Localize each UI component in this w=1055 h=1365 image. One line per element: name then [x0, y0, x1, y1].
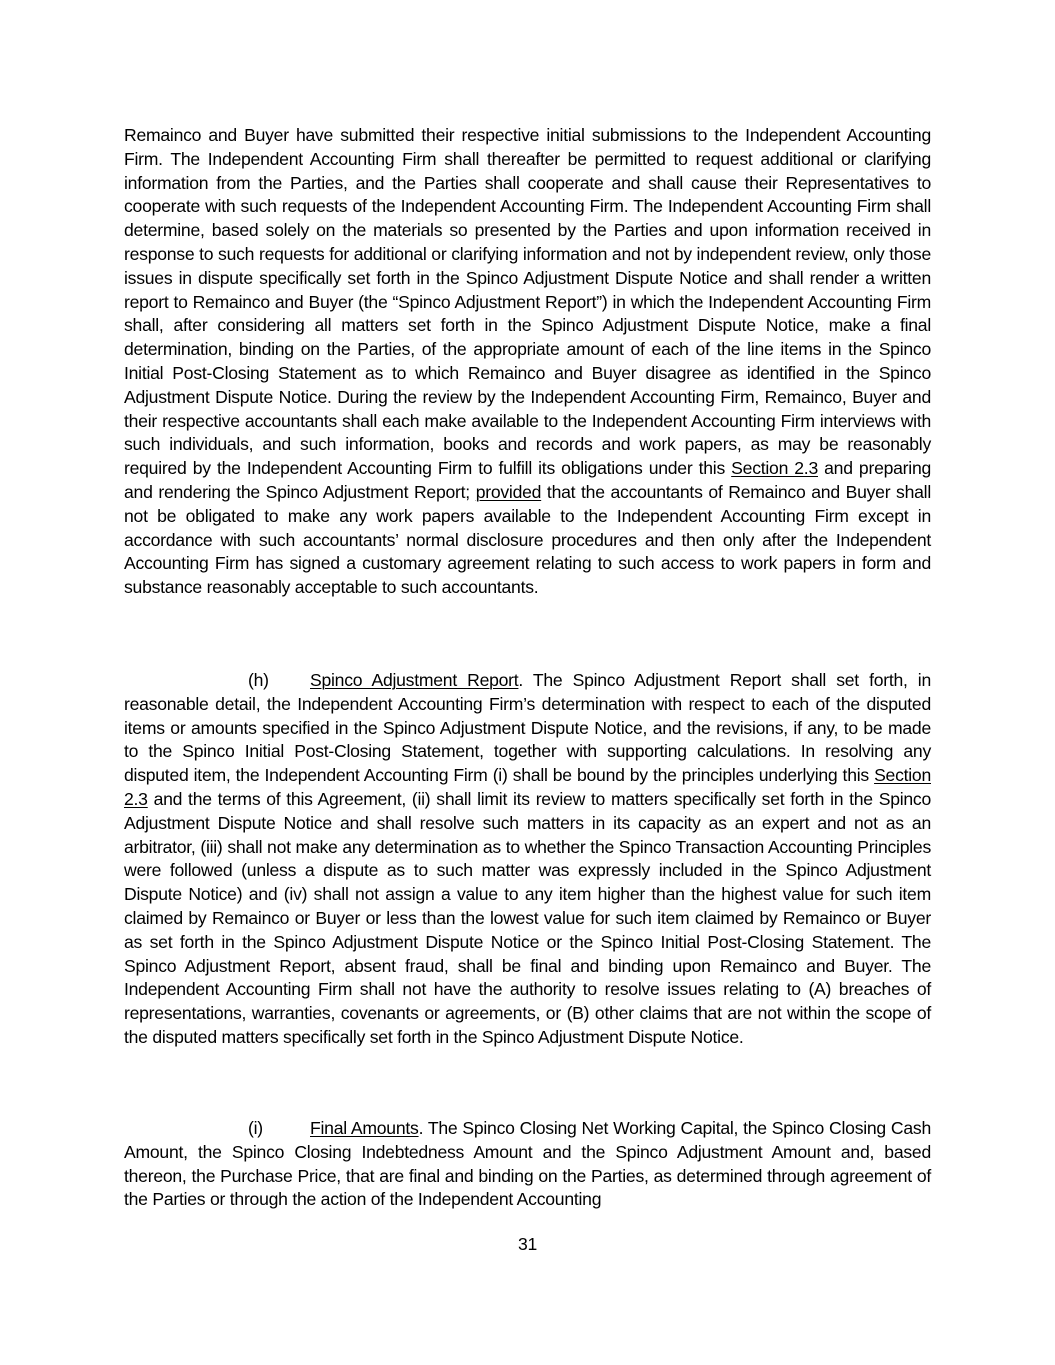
- paragraph-i: [124, 1117, 931, 1212]
- para1-text-b: and preparing and rendering the Spinco Adjustment Report;: [124, 458, 932, 502]
- para2-text-b: and the terms of this Agreement, (ii) shall limit its review to matters specifically set forth in the Spinco Adjustment Dispute Notice and shall resolve such matters in its capacity as an expert and not as an arbitrator, (iii) shall not make any determination as to whether the Spinco Transaction Accounting Principles were followed (unless a dispute as to such matter was expressly included in the Spinco Adjustment Dispute Notice) and (iv) shall not assign a value to any item higher than the highest value for such item claimed by Remainco or Buyer or less than the lowest value for such item claimed by Remainco or Buyer as set forth in the Spinco Adjustment Dispute Notice or the Spinco Initial Post-Closing Statement. The Spinco Adjustment Report, absent fraud, shall be final and binding upon Remainco and Buyer. The Independent Accounting Firm shall not have the authority to resolve issues relating to (A) breaches of representations, warranties, covenants or agreements, or (B) other claims that are not within the scope of the disputed matters specifically set forth in the Spinco Adjustment Dispute Notice.: [124, 788, 931, 1047]
- section-reference: Section 2.3: [124, 765, 931, 809]
- para2-text-a: . The Spinco Adjustment Report shall set forth, in reasonable detail, the Independent Accounting Firm’s determination with respect to each of the disputed items or amounts specified in the Spinco Adjustment Dispute Notice, and the revisions, if any, to be made to the Spinco Initial Post-Closing Statement, together with supporting calculations. In resolving any disputed item, the Independent Accounting Firm (i) shall be bound by the principles underlying this: [124, 670, 931, 786]
- para1-text-a: Remainco and Buyer have submitted their respective initial submissions to the Independent Accounting Firm. The Independent Accounting Firm shall thereafter be permitted to request additional or clarifying information from the Parties, and the Parties shall cooperate and shall cause their Representatives to cooperate with such requests of the Independent Accounting Firm. The Independent Accounting Firm shall determine, based solely on the materials so presented by the Parties and upon information received in response to such requests for additional or clarifying information and not by independent review, only those issues in dispute specifically set forth in the Spinco Adjustment Dispute Notice and shall render a written report to Remainco and Buyer (the “Spinco Adjustment Report”) in which the Independent Accounting Firm shall, after considering all matters set forth in the Spinco Adjustment Dispute Notice, make a final determination, binding on the Parties, of the appropriate amount of each of the line items in the Spinco Initial Post-Closing Statement as to which Remainco and Buyer disagree as identified in the Spinco Adjustment Dispute Notice. During the review by the Independent Accounting Firm, Remainco, Buyer and their respective accountants shall each make available to the Independent Accounting Firm interviews with such individuals, and such information, books and records and work papers, as may be reasonably required by the Independent Accounting Firm to fulfill its obligations under this: [124, 125, 931, 479]
- para1-text-c: that the accountants of Remainco and Buyer shall not be obligated to make any work papers available to the Independent Accounting Firm except in accordance with such accountants’ normal disclosure procedures and then only after the Independent Accounting Firm has signed a customary agreement relating to such access to work papers in form and substance reasonably acceptable to such accountants.: [124, 481, 931, 598]
- para3-text-a: . The Spinco Closing Net Working Capital, the Spinco Closing Cash Amount, the Spinco Closing Indebtedness Amount and the Spinco Adjustment Amount and, based thereon, the Purchase Price, that are final and binding on the Parties, as determined through agreement of the Parties or through the action of the Independent Accounting: [124, 1118, 931, 1210]
- section-reference: Section 2.3: [731, 458, 818, 479]
- paragraph-h: [124, 669, 931, 1050]
- page-number: 31: [517, 1234, 538, 1254]
- provided-term: provided: [475, 481, 542, 502]
- heading-final-amounts: Final Amounts: [310, 1118, 419, 1138]
- item-label-h: (h): [248, 670, 269, 690]
- paragraph-g-continuation: [124, 124, 931, 600]
- item-label-i: (i): [248, 1118, 263, 1138]
- heading-spinco-adjustment-report: Spinco Adjustment Report: [310, 670, 519, 690]
